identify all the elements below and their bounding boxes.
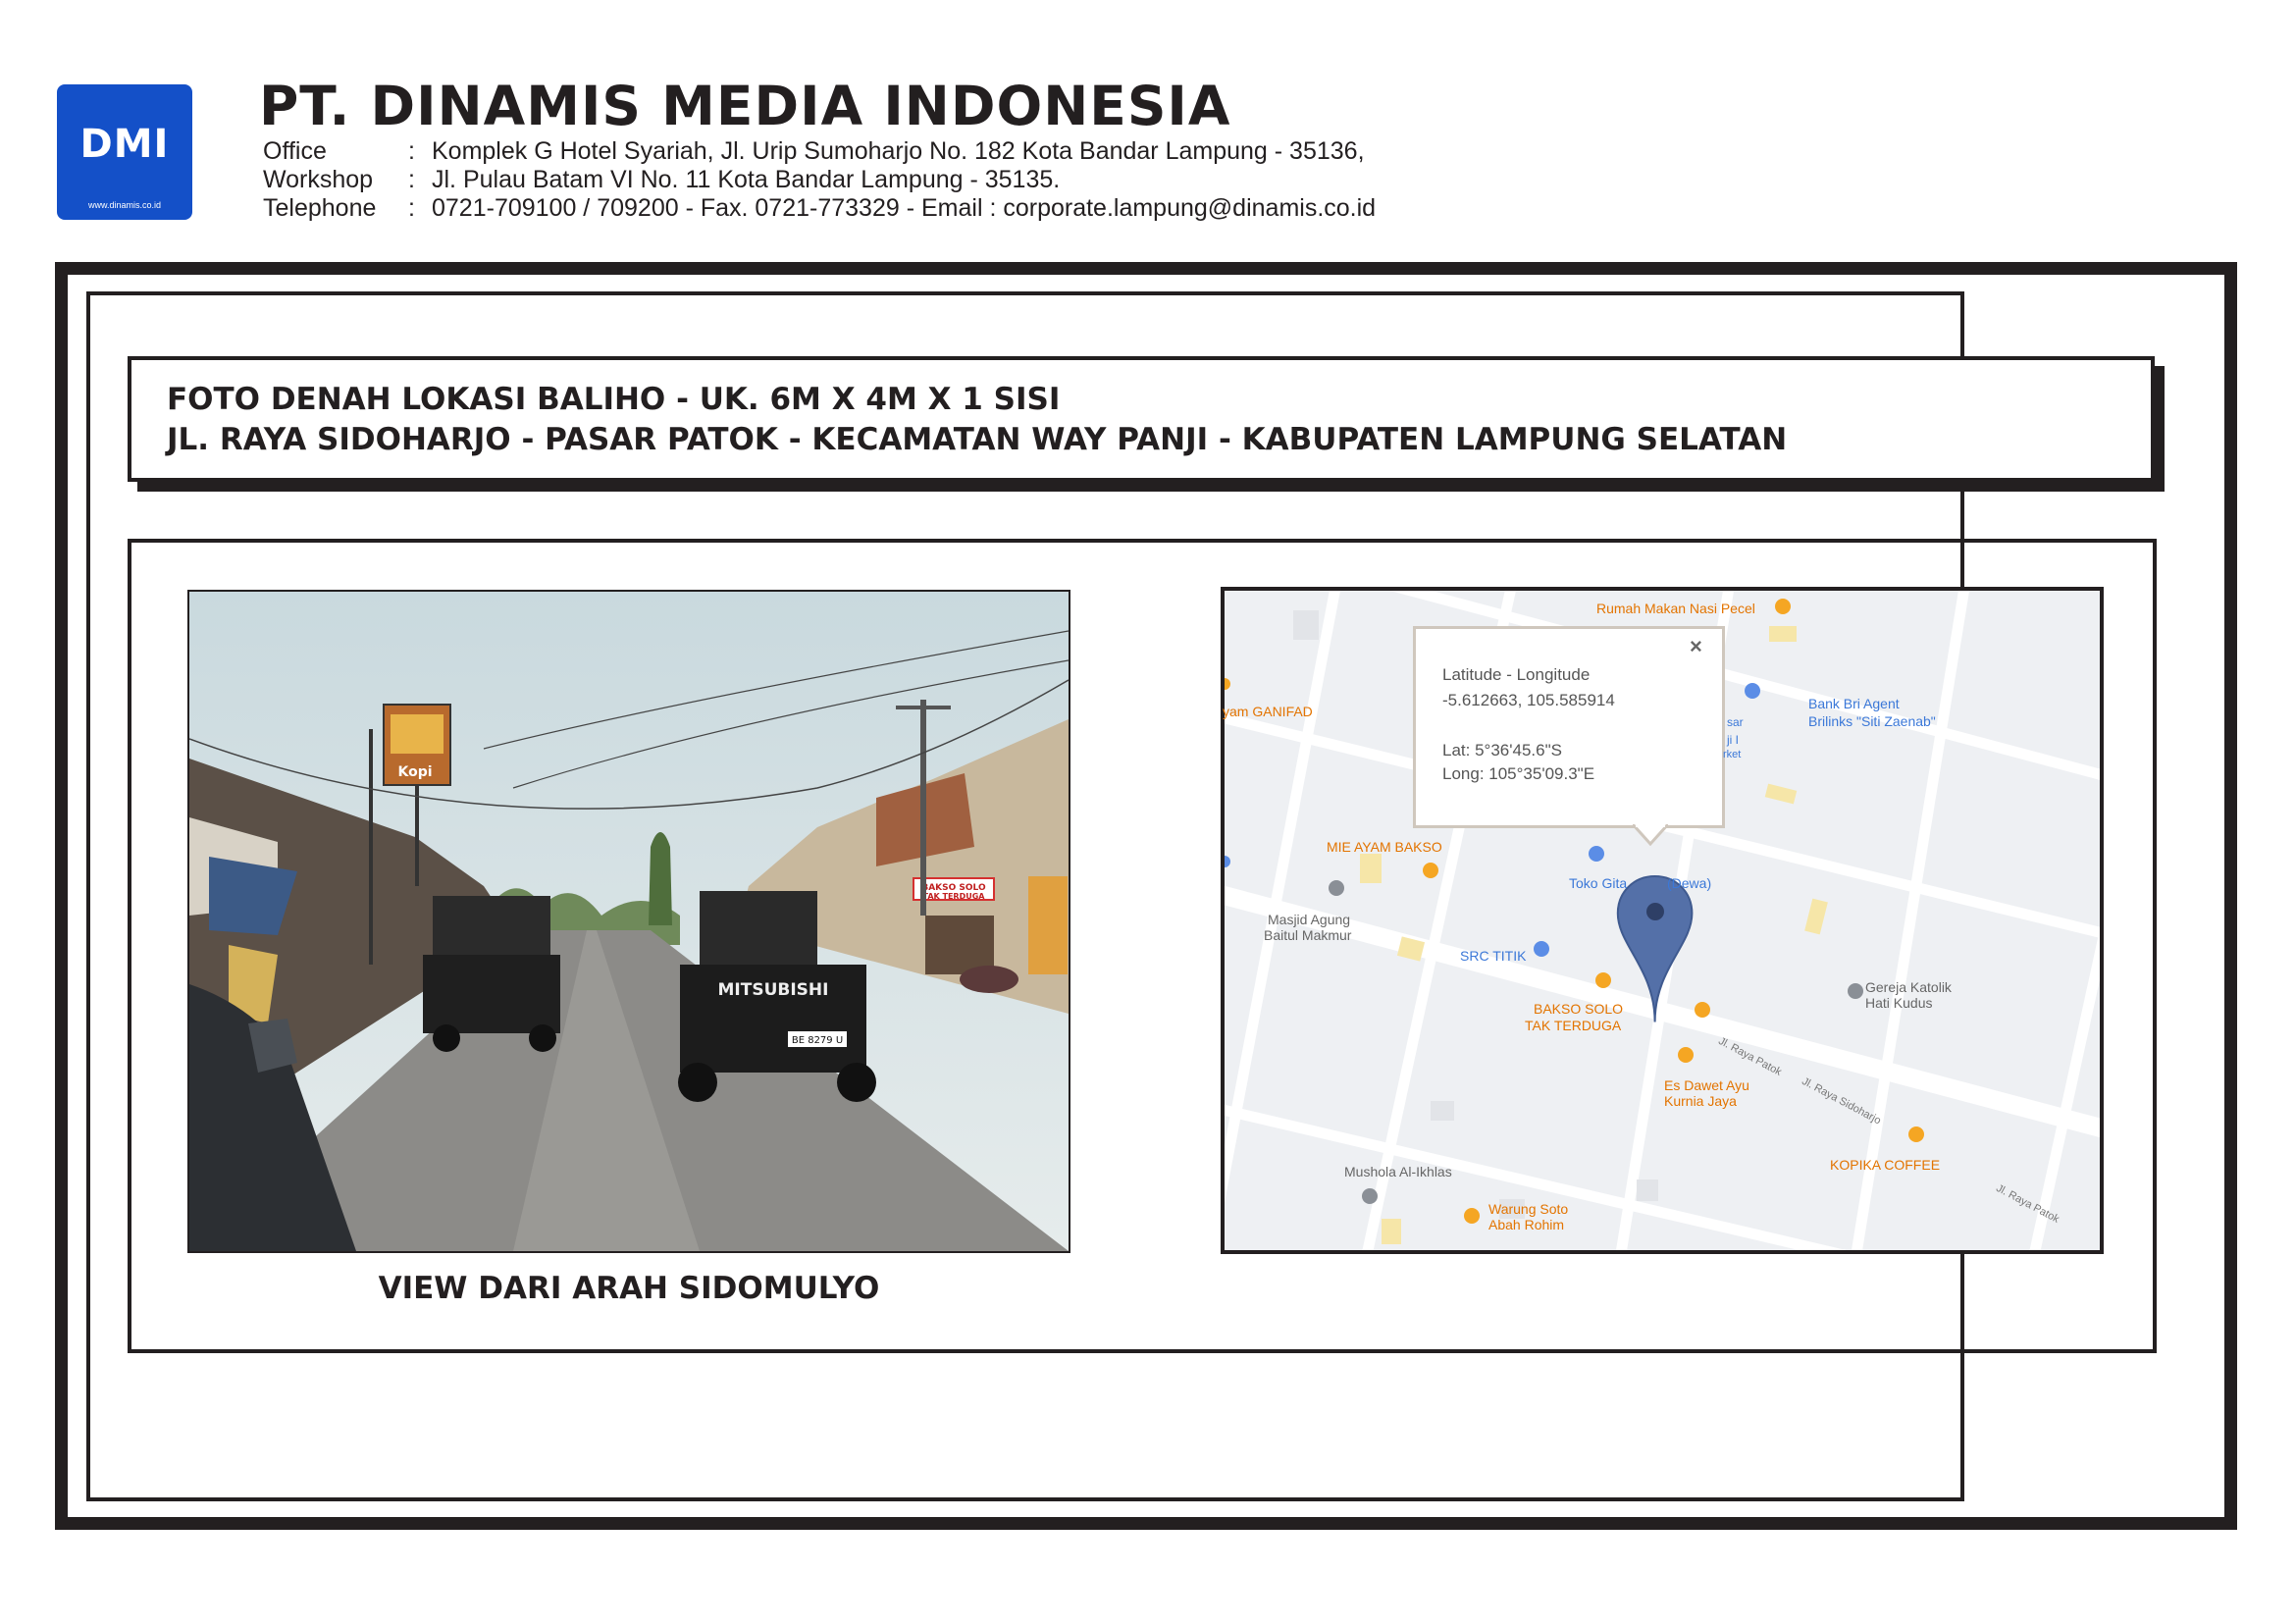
poi-mushola[interactable]: Mushola Al-Ikhlas bbox=[1344, 1164, 1452, 1179]
poi-warung-soto-line2[interactable]: Abah Rohim bbox=[1488, 1217, 1565, 1232]
workshop-label: Workshop bbox=[263, 166, 374, 193]
popup-latitude: Lat: 5°36'45.6"S bbox=[1442, 741, 1562, 760]
poi-rumah-makan[interactable]: Rumah Makan Nasi Pecel bbox=[1596, 601, 1755, 616]
office-label: Office bbox=[263, 137, 327, 165]
popup-longitude: Long: 105°35'09.3"E bbox=[1442, 764, 1595, 783]
workshop-sep: : bbox=[408, 166, 415, 193]
poi-ganifad[interactable]: yam GANIFAD bbox=[1223, 704, 1313, 719]
poi-rket[interactable]: rket bbox=[1723, 749, 1742, 760]
location-photo bbox=[187, 590, 1070, 1253]
telephone-sep: : bbox=[408, 194, 415, 222]
logo-text: DMI bbox=[79, 122, 170, 167]
company-name: PT. DINAMIS MEDIA INDONESIA bbox=[259, 75, 1231, 137]
billboard-text: Kopi bbox=[397, 764, 433, 780]
workshop-info-row bbox=[263, 166, 1060, 194]
telephone-label: Telephone bbox=[263, 194, 377, 222]
coordinates-popup bbox=[1413, 626, 1725, 828]
office-value: Komplek G Hotel Syariah, Jl. Urip Sumoharjo No. 182 Kota Bandar Lampung - 35136, bbox=[432, 137, 1365, 165]
poi-toko-gita[interactable]: Toko Gita bbox=[1569, 875, 1628, 891]
poi-gereja-line1[interactable]: Gereja Katolik bbox=[1865, 979, 1952, 995]
popup-title: Latitude - Longitude bbox=[1442, 665, 1591, 684]
poi-kopika-coffee[interactable]: KOPIKA COFFEE bbox=[1830, 1157, 1941, 1173]
poi-sar[interactable]: sar bbox=[1727, 715, 1744, 729]
popup-pointer bbox=[1633, 824, 1668, 846]
poi-bakso-line2[interactable]: TAK TERDUGA bbox=[1525, 1018, 1622, 1033]
logo-subtext: www.dinamis.co.id bbox=[87, 200, 162, 210]
company-logo bbox=[57, 84, 192, 220]
popup-coordinates: -5.612663, 105.585914 bbox=[1442, 691, 1615, 709]
poi-bank-bri-line2[interactable]: Brilinks "Siti Zaenab" bbox=[1808, 713, 1936, 729]
street-photo-illustration bbox=[189, 592, 1069, 1251]
road-label-patok-1: Jl. Raya Patok bbox=[1716, 1035, 1784, 1078]
license-plate-text: BE 8279 U bbox=[791, 1035, 844, 1046]
title-line-2: JL. RAYA SIDOHARJO - PASAR PATOK - KECAMATAN WAY PANJI - KABUPATEN LAMPUNG SELATAN bbox=[167, 422, 1788, 457]
photo-caption: VIEW DARI ARAH SIDOMULYO bbox=[378, 1271, 880, 1306]
telephone-value: 0721-709100 / 709200 - Fax. 0721-773329 - Email : corporate.lampung@dinamis.co.id bbox=[432, 194, 1377, 222]
poi-warung-soto-line1[interactable]: Warung Soto bbox=[1488, 1201, 1569, 1217]
poi-mie-ayam[interactable]: MIE AYAM BAKSO bbox=[1327, 839, 1442, 855]
road-label-patok-2: Jl. Raya Patok bbox=[1994, 1182, 2061, 1226]
shop-sign-line-2: TAK TERDUGA bbox=[922, 892, 985, 901]
poi-masjid-line2[interactable]: Baitul Makmur bbox=[1264, 927, 1352, 943]
poi-es-dawet-line2[interactable]: Kurnia Jaya bbox=[1664, 1093, 1737, 1109]
shop-sign-line-1: BAKSO SOLO bbox=[921, 883, 986, 893]
pin-center bbox=[1646, 903, 1664, 920]
poi-bank-bri-line1[interactable]: Bank Bri Agent bbox=[1808, 696, 1900, 711]
poi-gereja-line2[interactable]: Hati Kudus bbox=[1865, 995, 1933, 1011]
title-line-1: FOTO DENAH LOKASI BALIHO - UK. 6M X 4M X 1 SISI bbox=[167, 382, 1061, 417]
poi-src-titik[interactable]: SRC TITIK bbox=[1460, 948, 1527, 964]
poi-masjid-line1[interactable]: Masjid Agung bbox=[1268, 912, 1351, 927]
telephone-info-row bbox=[263, 194, 1376, 223]
poi-ji[interactable]: ji I bbox=[1727, 733, 1739, 747]
office-info-row bbox=[263, 137, 1365, 166]
poi-es-dawet-line1[interactable]: Es Dawet Ayu bbox=[1664, 1077, 1749, 1093]
office-sep: : bbox=[408, 137, 415, 165]
road-label-sidoharjo: Jl. Raya Sidoharjo bbox=[1800, 1075, 1883, 1127]
title-box bbox=[128, 356, 2155, 482]
close-icon[interactable]: × bbox=[1690, 634, 1702, 658]
truck-brand-text: MITSUBISHI bbox=[717, 980, 829, 1000]
workshop-value: Jl. Pulau Batam VI No. 11 Kota Bandar Lampung - 35135. bbox=[432, 166, 1061, 193]
poi-bakso-line1[interactable]: BAKSO SOLO bbox=[1534, 1001, 1624, 1017]
poi-dewa[interactable]: (Dewa) bbox=[1667, 875, 1712, 891]
